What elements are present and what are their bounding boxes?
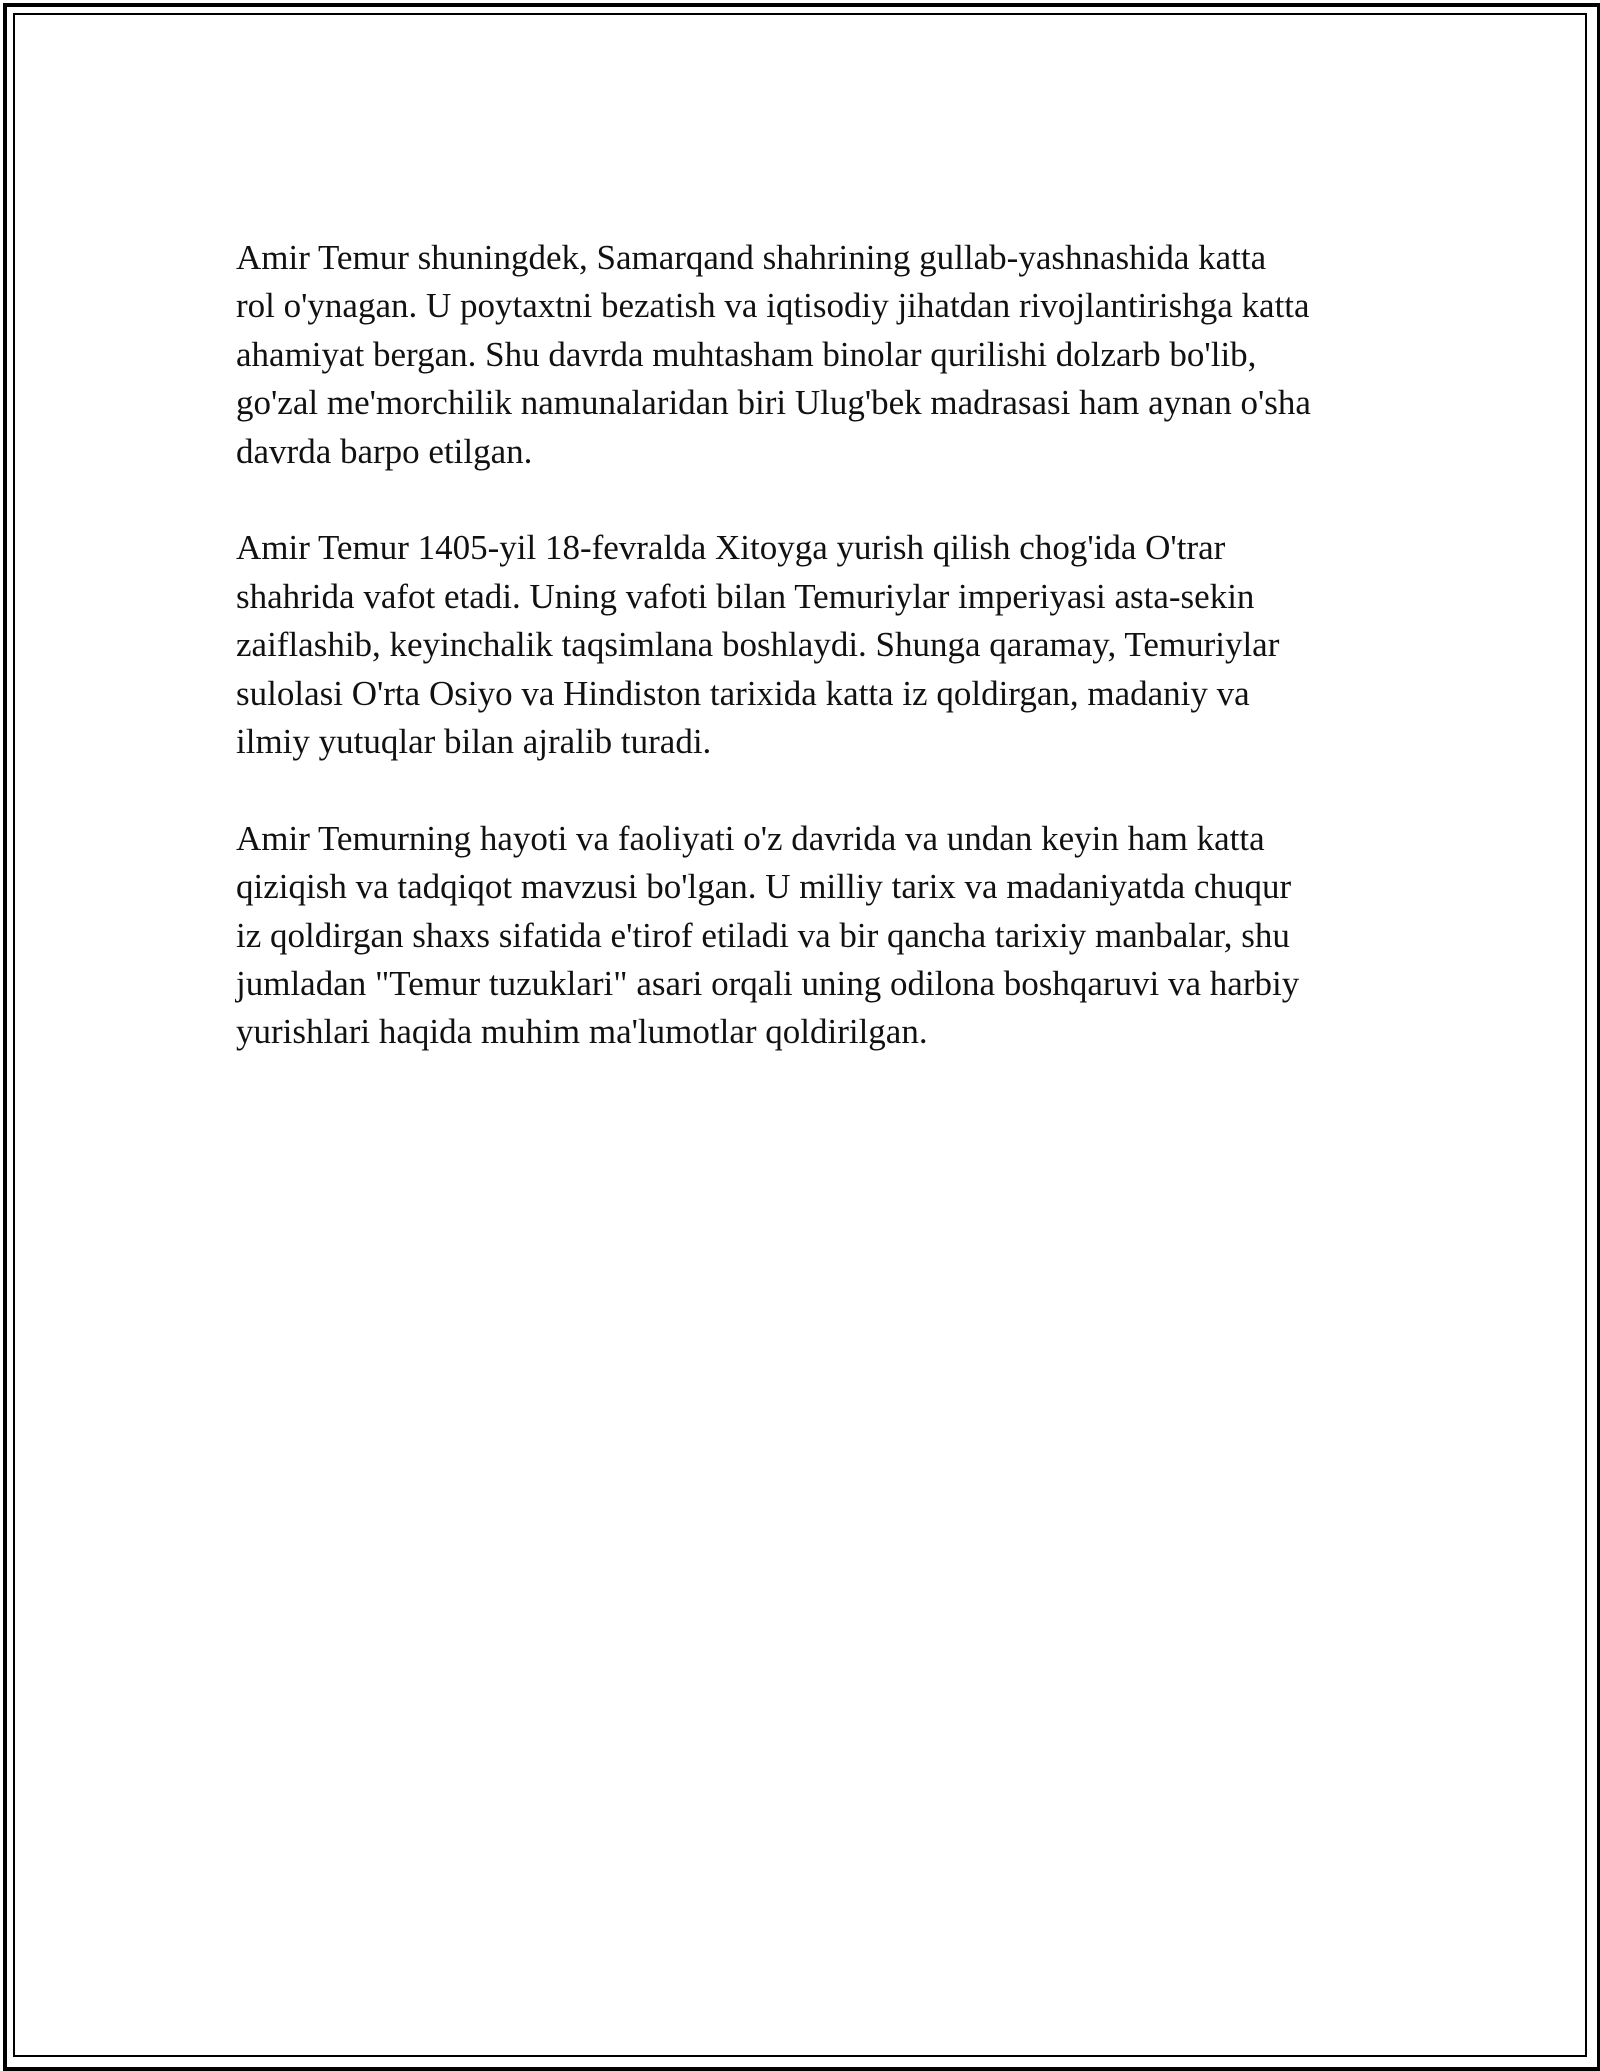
paragraph-line: shahrida vafot etadi. Uning vafoti bilan Temuriylar imperiyasi asta-sekin [236, 576, 1255, 616]
paragraph-2 [236, 524, 1376, 766]
paragraph-line: ilmiy yutuqlar bilan ajralib turadi. [236, 722, 712, 762]
document-body [236, 234, 1376, 1105]
paragraph-line: zaiflashib, keyinchalik taqsimlana boshlaydi. Shunga qaramay, Temuriylar [236, 625, 1280, 665]
paragraph-line: sulolasi O'rta Osiyo va Hindiston tarixida katta iz qoldirgan, madaniy va [236, 673, 1250, 713]
paragraph-line: Amir Temur shuningdek, Samarqand shahrining gullab-yashnashida katta [236, 238, 1267, 277]
paragraph-line: yurishlari haqida muhim ma'lumotlar qoldirilgan. [236, 1012, 928, 1052]
paragraph-line: Amir Temurning hayoti va faoliyati o'z davrida va undan keyin ham katta [236, 818, 1265, 858]
paragraph-line: ahamiyat bergan. Shu davrda muhtasham binolar qurilishi dolzarb bo'lib, [236, 334, 1257, 374]
paragraph-line: Amir Temur 1405-yil 18-fevralda Xitoyga yurish qilish chog'ida O'trar [236, 528, 1226, 568]
paragraph-1 [236, 234, 1376, 476]
paragraph-line: jumladan "Temur tuzuklari" asari orqali uning odilona boshqaruvi va harbiy [236, 964, 1300, 1004]
paragraph-line: qiziqish va tadqiqot mavzusi bo'lgan. U milliy tarix va madaniyatda chuqur [236, 867, 1292, 907]
paragraph-line: iz qoldirgan shaxs sifatida e'tirof etiladi va bir qancha tarixiy manbalar, shu [236, 915, 1290, 955]
paragraph-line: rol o'ynagan. U poytaxtni bezatish va iqtisodiy jihatdan rivojlantirishga katta [236, 286, 1310, 326]
paragraph-3 [236, 815, 1376, 1057]
paragraph-line: go'zal me'morchilik namunalaridan biri Ulug'bek madrasasi ham aynan o'sha [236, 383, 1311, 423]
paragraph-line: davrda barpo etilgan. [236, 431, 533, 471]
